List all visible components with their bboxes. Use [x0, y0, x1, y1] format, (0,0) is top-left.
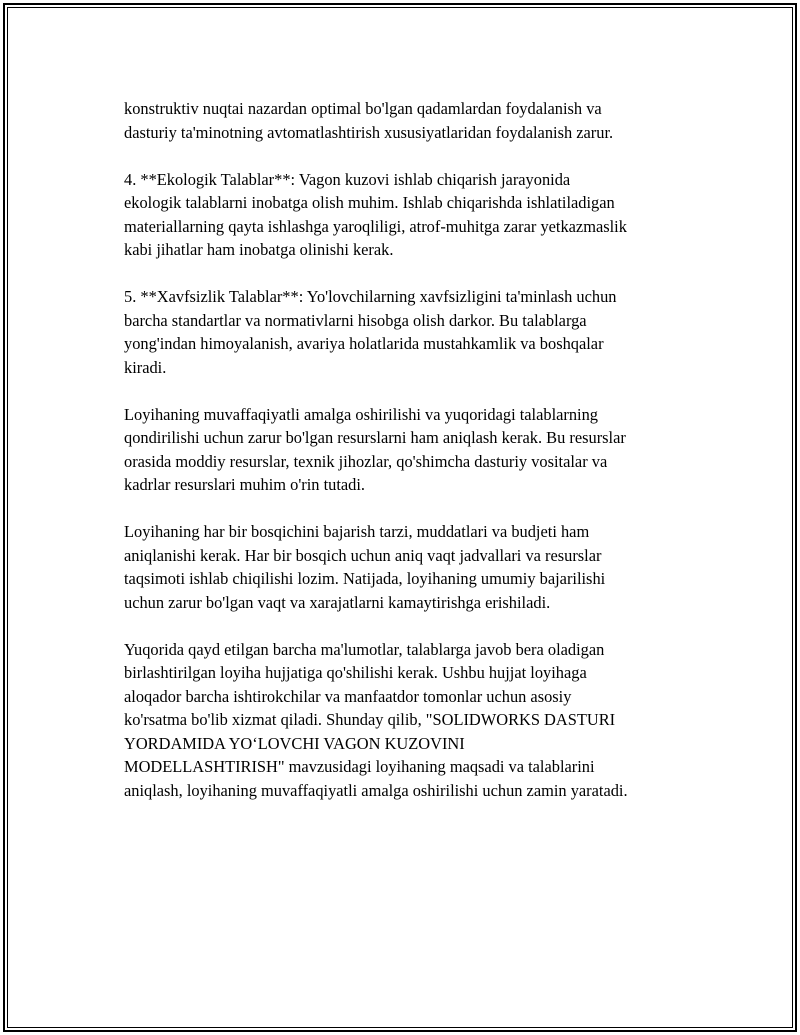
paragraph-continuation: [124, 97, 704, 144]
text-line: 4. **Ekologik Talablar**: Vagon kuzovi ishlab chiqarish jarayonida: [124, 169, 571, 189]
paragraph-ecological-requirements: [124, 168, 704, 262]
text-line: aloqador barcha ishtirokchilar va manfaatdor tomonlar uchun asosiy: [124, 686, 572, 706]
paragraph-safety-requirements: [124, 285, 704, 379]
text-line: kadrlar resurslari muhim o'rin tutadi.: [124, 475, 366, 494]
text-line: barcha standartlar va normativlarni hisobga olish darkor. Bu talablarga: [124, 310, 587, 330]
text-line: Yuqorida qayd etilgan barcha ma'lumotlar, talablarga javob bera oladigan: [124, 639, 605, 659]
text-line: kabi jihatlar ham inobatga olinishi kerak.: [124, 240, 394, 259]
text-line: birlashtirilgan loyiha hujjatiga qo'shilishi kerak. Ushbu hujjat loyihaga: [124, 663, 587, 682]
text-line: ko'rsatma bo'lib xizmat qiladi. Shunday qilib, "SOLIDWORKS DASTURI: [124, 710, 616, 729]
text-line: Loyihaning har bir bosqichini bajarish tarzi, muddatlari va budjeti ham: [124, 522, 590, 541]
text-line: uchun zarur bo'lgan vaqt va xarajatlarni kamaytirishga erishiladi.: [124, 592, 551, 612]
text-line: aniqlash, loyihaning muvaffaqiyatli amalga oshirilishi uchun zamin yaratadi.: [124, 780, 628, 800]
paragraph-resources: [124, 403, 704, 497]
paragraph-schedule-budget: [124, 520, 704, 614]
text-line: MODELLASHTIRISH" mavzusidagi loyihaning maqsadi va talablarini: [124, 757, 595, 776]
text-line: taqsimoti ishlab chiqilishi lozim. Natijada, loyihaning umumiy bajarilishi: [124, 569, 606, 588]
text-line: qondirilishi uchun zarur bo'lgan resurslarni ham aniqlash kerak. Bu resurslar: [124, 428, 626, 447]
paragraph-conclusion: [124, 638, 704, 803]
text-line: materiallarning qayta ishlashga yaroqliligi, atrof-muhitga zarar yetkazmaslik: [124, 216, 627, 236]
text-line: kiradi.: [124, 357, 167, 377]
page-frame: [3, 3, 797, 1032]
text-line: aniqlanishi kerak. Har bir bosqich uchun aniq vaqt jadvallari va resurslar: [124, 545, 602, 565]
text-line: orasida moddiy resurslar, texnik jihozlar, qo'shimcha dasturiy vositalar va: [124, 451, 608, 471]
text-line: konstruktiv nuqtai nazardan optimal bo'lgan qadamlardan foydalanish va: [124, 99, 602, 118]
text-line: YORDAMIDA YO‘LOVCHI VAGON KUZOVINI: [124, 733, 465, 753]
text-line: ekologik talablarni inobatga olish muhim. Ishlab chiqarishda ishlatiladigan: [124, 193, 615, 212]
text-line: 5. **Xavfsizlik Talablar**: Yo'lovchilarning xavfsizligini ta'minlash uchun: [124, 287, 617, 306]
text-line: Loyihaning muvaffaqiyatli amalga oshirilishi va yuqoridagi talablarning: [124, 404, 598, 424]
text-line: dasturiy ta'minotning avtomatlashtirish xususiyatlaridan foydalanish zarur.: [124, 122, 614, 142]
text-line: yong'indan himoyalanish, avariya holatlarida mustahkamlik va boshqalar: [124, 334, 604, 353]
document-body: [124, 97, 704, 826]
